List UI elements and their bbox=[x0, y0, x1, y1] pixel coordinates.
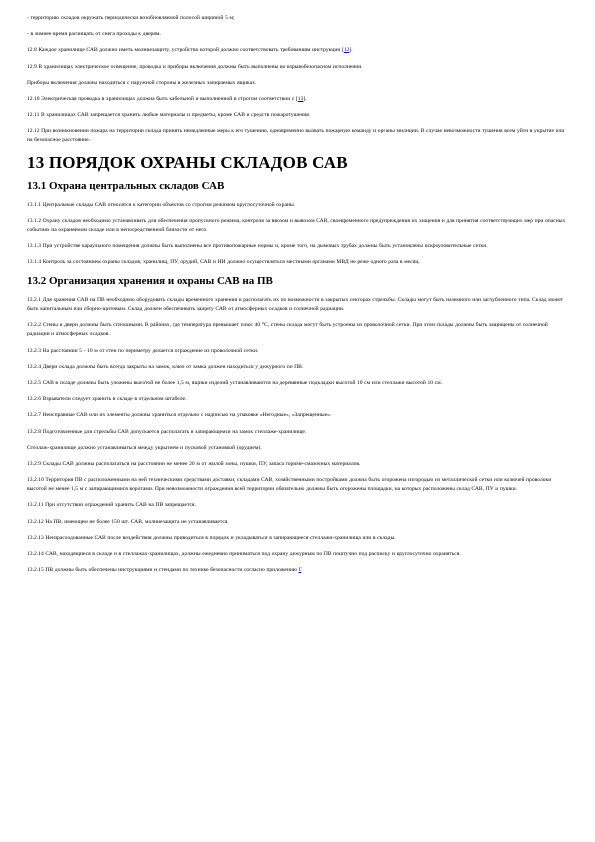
paragraph-text: 13.2.11 При отсутствии ограждений хранить САВ на ПВ запрещается. bbox=[27, 502, 196, 509]
paragraph-text: 13.2.5 САВ в складе должны быть уложены высотой не более 1,5 м, ящики изделий устанавливаются на деревянные подкладки высотой 10 см или стеллажи высотой 10 см. bbox=[27, 380, 443, 386]
paragraph bbox=[27, 460, 567, 469]
paragraph-text: 12.12 При возникновении пожара на территории склада принять немедленные меры к его тушению, одновременно вызвать пожарную команду и органы милиции. В случае невозможности тушения всем уйти в укрытие или на безопасное расстояние. bbox=[27, 128, 565, 144]
paragraph-text: 13.2.8 Подготовленные для стрельбы САВ допускается располагать в запирающемся на замок стеллаже-хранилище. bbox=[27, 428, 307, 435]
paragraph bbox=[27, 201, 567, 210]
paragraph bbox=[27, 296, 567, 314]
paragraph-text: 13.1.4 Контроль за состоянием охраны складов, хранилищ, ПУ, орудий, САВ и НИ должно осуществляться местными органами МВД не реже одного раза в месяц. bbox=[27, 259, 420, 266]
paragraph-text: 12.9 В хранилищах электрическое освещение, проводка и приборы включения должны быть выполнены во взрывобезопасном исполнении. bbox=[27, 63, 363, 70]
paragraph-text: 12.10 Электрическая проводка в хранилищах должна быть кабельной и выполненной в строгом соответствии с [ bbox=[27, 95, 298, 102]
paragraph bbox=[27, 550, 567, 559]
paragraph-text: 13.2.3 На расстоянии 5 - 10 м от стен по периметру делается ограждение из проволочной сетки. bbox=[27, 347, 259, 354]
paragraph bbox=[27, 518, 567, 527]
paragraph bbox=[27, 242, 567, 251]
subsection-2-title: 13.2 Организация хранения и охраны САВ на ПВ bbox=[27, 275, 273, 288]
paragraph bbox=[27, 363, 567, 372]
paragraph bbox=[27, 411, 567, 420]
paragraph bbox=[27, 63, 567, 72]
reference-link[interactable]: Г bbox=[298, 567, 302, 574]
paragraph bbox=[27, 501, 567, 510]
paragraph-text: 13.1.1 Центральные склады САВ относятся к категории объектов со строгим режимом круглосуточной охраны. bbox=[27, 201, 296, 208]
paragraph bbox=[27, 321, 567, 339]
reference-link[interactable]: 12 bbox=[343, 47, 350, 54]
paragraph-text: 13.1.3 При устройстве караульного помещения должны быть выполнены все противопожарные нормы и, кроме того, на дымовых трубах должны быть установлены искроуловительные сетки. bbox=[27, 242, 488, 249]
paragraph bbox=[27, 444, 567, 453]
paragraph bbox=[27, 217, 567, 235]
paragraph bbox=[27, 111, 567, 120]
paragraph bbox=[27, 347, 567, 356]
paragraph-text: Стеллаж-хранилище должно устанавливаться между укрытием и пусковой установкой (орудием). bbox=[27, 444, 262, 451]
paragraph-text-after: ]. bbox=[303, 95, 307, 102]
paragraph-text: 13.2.1 Для хранения САВ на ПВ необходимо оборудовать склады временного хранения и располагать их по возможности в закрытых секторах стрельбы. Склады могут быть наземного или заглубленного типа. Склад может быть капитальным или сборно-щитовым. Склад должен обеспечивать защиту САВ от атмосферных осадков и солнечной радиации. bbox=[27, 297, 564, 313]
paragraph-text: 13.1.2 Охрану складов необходимо устанавливать для обеспечения пропускного режима, контроля за ввозом и вывозом САВ, своевременного предупреждения их хищения и для принятия соответствующих мер при опасных событиях на охраняемом складе или в непосредственной близости от него. bbox=[27, 217, 566, 233]
subsection-2-paragraphs bbox=[27, 296, 567, 575]
paragraph bbox=[27, 428, 567, 437]
paragraph-text: 13.2.10 Территория ПВ с расположенными на ней техническими средствами доставки, складами САВ, хозяйственными постройками должна быть огорожена изгородью из металлической сетки или колючей проволоки высотой не менее 1,5 м с запирающимися воротами. При невозможности ограждения всей территории обязательно должны быть огорожены площадки, на которых расположены склад САВ, ПУ и пушки. bbox=[27, 477, 552, 493]
paragraph-text: 12.8 Каждое хранилище САВ должно иметь молниезащиту, устройство которой должно соответствовать требованиям инструкции [ bbox=[27, 47, 344, 54]
paragraph bbox=[27, 395, 567, 404]
paragraph-text: 13.2.12 На ПВ, имеющем не более 150 шт. САВ, молниезащита не устанавливается. bbox=[27, 518, 229, 525]
paragraph bbox=[27, 95, 567, 104]
paragraph-text: 13.2.13 Неизрасходованные САВ после воздействия должны приводиться в порядок и укладываться в запирающиеся стеллажи-хранилища или в склады. bbox=[27, 534, 396, 541]
reference-link[interactable]: 13 bbox=[297, 95, 304, 102]
paragraph-text-after: ]. bbox=[349, 47, 353, 54]
paragraph bbox=[27, 46, 567, 55]
paragraph bbox=[27, 566, 567, 575]
paragraph-text: 13.2.9 Склады САВ должны располагаться на расстоянии не менее 20 м от жилой зоны, пушки, ПУ, запаса горюче-смазочных материалов. bbox=[27, 460, 361, 467]
paragraph-text: - территорию складов окружать периодически возобновляемой полосой шириной 5 м; bbox=[27, 15, 235, 21]
subsection-1-paragraphs bbox=[27, 201, 567, 268]
paragraph bbox=[27, 476, 567, 494]
paragraph bbox=[27, 534, 567, 543]
paragraph-text: 13.2.14 САВ, находящиеся в складе и в стеллажах-хранилищах, должны ежедневно приниматься под охрану дежурным по ПВ поштучно под расписку и круглосуточно охраняться. bbox=[27, 550, 461, 557]
paragraph bbox=[27, 79, 567, 88]
paragraph bbox=[27, 14, 567, 23]
paragraph-text: 13.2.2 Стены и двери должны быть сплошными. В районах, где температура превышает плюс 40 °С, стены склада могут быть устроены из проволочной сетки. При этом склады должны быть защищены от солнечной радиации и атмосферных осадков. bbox=[27, 322, 548, 338]
paragraph-text-after: . bbox=[301, 567, 303, 574]
paragraphs-top bbox=[27, 14, 567, 145]
paragraph-text: 13.2.15 ПВ должны быть обеспечены инструкциями и стендами по технике безопасности согласно приложению bbox=[27, 567, 299, 574]
subsection-1-title: 13.1 Охрана центральных складов САВ bbox=[27, 179, 225, 192]
paragraph-text: 13.2.7 Неисправные САВ или их элементы должны храниться отдельно с надписью на упаковке «Негодные», «Запрещенные». bbox=[27, 412, 332, 419]
paragraph-text: Приборы включения должны находиться с наружной стороны в железных запираемых ящиках. bbox=[27, 79, 257, 86]
paragraph bbox=[27, 127, 567, 145]
paragraph-text: 13.2.4 Двери склада должны быть всегда закрыты на замок, ключ от замка должен находиться у дежурного по ПВ. bbox=[27, 363, 304, 370]
paragraph bbox=[27, 379, 567, 388]
paragraph-text: 12.11 В хранилищах САВ запрещается хранить любые материалы и предметы, кроме САВ и средств пожаротушения. bbox=[27, 112, 311, 119]
section-heading: 13 ПОРЯДОК ОХРАНЫ СКЛАДОВ САВ bbox=[27, 152, 348, 172]
paragraph bbox=[27, 30, 567, 39]
paragraph-text: - в зимнее время расчищать от снега проходы к дверям. bbox=[27, 31, 161, 38]
paragraph bbox=[27, 258, 567, 267]
paragraph-text: 13.2.6 Взрыватели следует хранить в складе в отдельном штабеле. bbox=[27, 396, 187, 403]
document-page bbox=[27, 14, 567, 582]
